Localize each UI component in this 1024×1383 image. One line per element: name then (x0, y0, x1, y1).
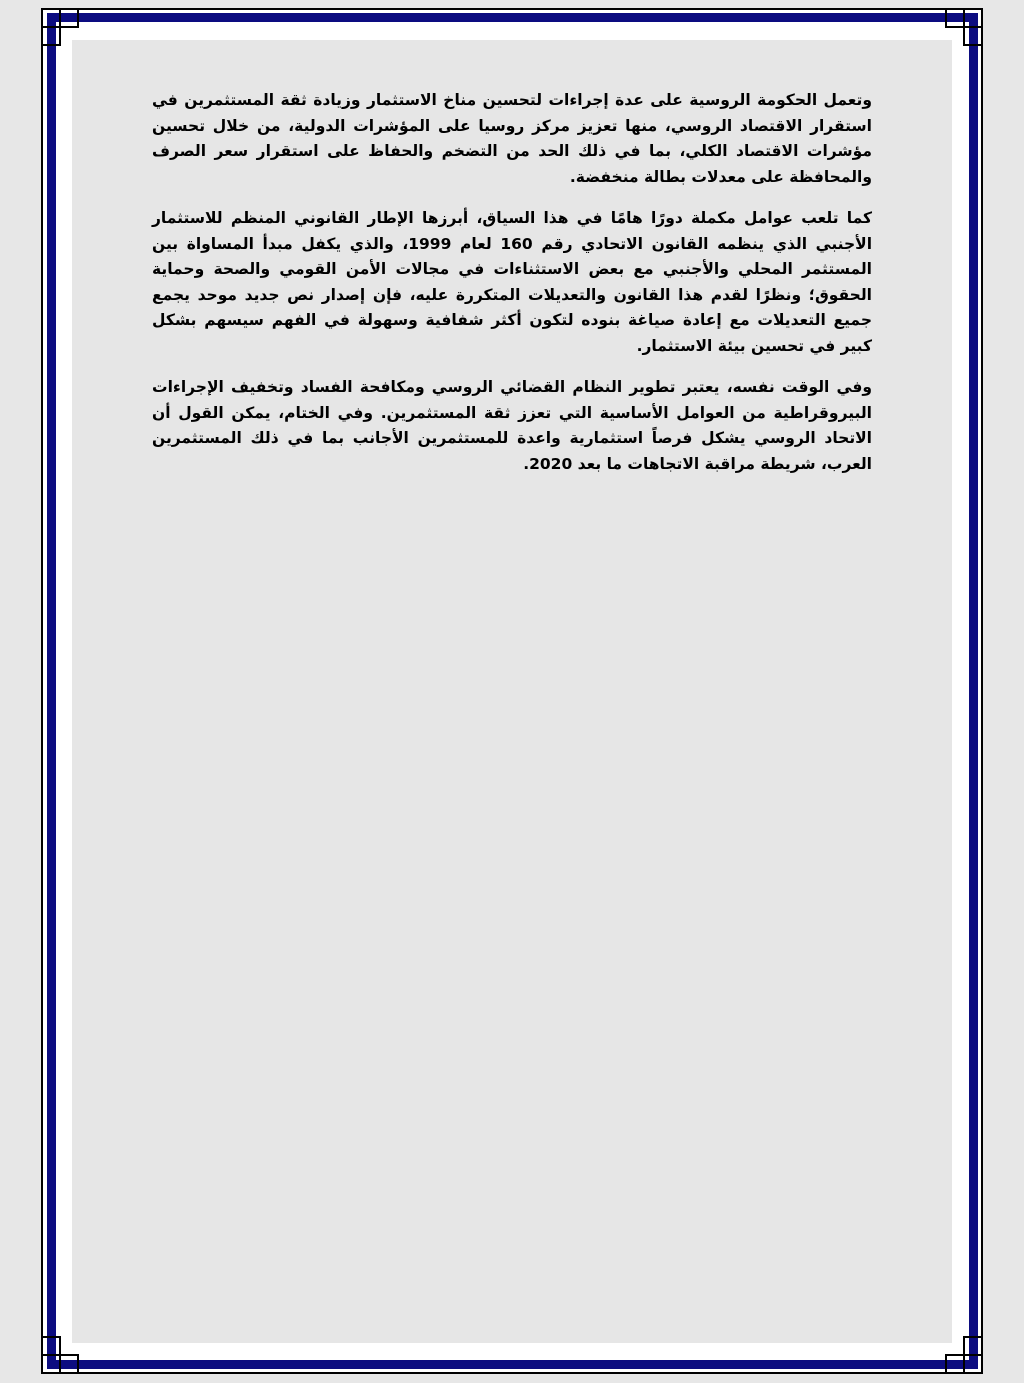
corner-ornament-bottom-left-b (59, 1354, 79, 1374)
corner-ornament-bottom-left-a (41, 1354, 61, 1374)
corner-ornament-bottom-left-c (41, 1336, 61, 1356)
corner-ornament-top-right-c (963, 26, 983, 46)
paragraph-economy-measures: وتعمل الحكومة الروسية على عدة إجراءات لتحسين مناخ الاستثمار وزيادة ثقة المستثمرين في استقرار الاقتصاد الروسي، منها تعزيز مركز روسيا على المؤشرات الدولية، من خلال تحسين مؤشرات الاقتصاد الكلي، بما في ذلك الحد من التضخم والحفاظ على استقرار سعر الصرف والمحافظة على معدلات بطالة منخفضة. (152, 91, 872, 186)
corner-ornament-top-right-a (963, 8, 983, 28)
corner-ornament-top-left-b (59, 8, 79, 28)
corner-ornament-top-left-c (41, 26, 61, 46)
corner-ornament-bottom-right-a (963, 1354, 983, 1374)
corner-ornament-top-right-b (945, 8, 965, 28)
document-body (152, 88, 872, 493)
corner-ornament-top-left-a (41, 8, 61, 28)
corner-ornament-bottom-right-c (963, 1336, 983, 1356)
paragraph-legal-framework: كما تلعب عوامل مكملة دورًا هامًا في هذا السياق، أبرزها الإطار القانوني المنظم للاستثمار الأجنبي الذي ينظمه القانون الاتحادي رقم 160 لعام 1999، والذي يكفل مبدأ المساواة بين المستثمر المحلي والأجنبي مع بعض الاستثناءات في مجالات الأمن القومي والصحة وحماية الحقوق؛ ونظرًا لقدم هذا القانون والتعديلات المتكررة عليه، فإن إصدار نص جديد موحد يجمع جميع التعديلات مع إعادة صياغة بنوده لتكون أكثر شفافية وسهولة في الفهم سيسهم بشكل كبير في تحسين بيئة الاستثمار. (152, 209, 873, 355)
paragraph-conclusion: وفي الوقت نفسه، يعتبر تطوير النظام القضائي الروسي ومكافحة الفساد وتخفيف الإجراءات البيروقراطية من العوامل الأساسية التي تعزز ثقة المستثمرين. وفي الختام، يمكن القول أن الاتحاد الروسي يشكل فرصاً استثمارية واعدة للمستثمرين الأجانب بما في ذلك المستثمرين العرب، شريطة مراقبة الاتجاهات ما بعد 2020. (152, 378, 872, 473)
corner-ornament-bottom-right-b (945, 1354, 965, 1374)
